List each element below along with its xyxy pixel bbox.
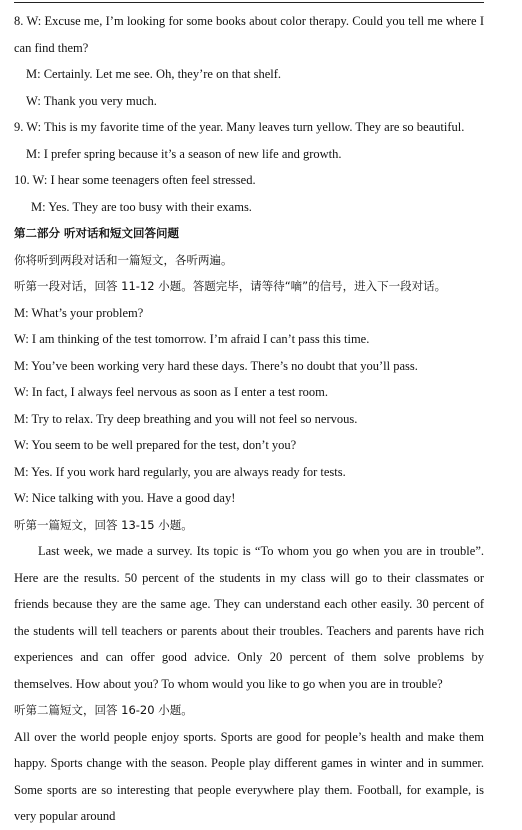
dialog-line-8: W: Nice talking with you. Have a good day! bbox=[14, 491, 236, 505]
q8-woman-reply: W: Thank you very much. bbox=[26, 93, 157, 108]
dialog-line-7: M: Yes. If you work hard regularly, you are always ready for tests. bbox=[14, 464, 346, 479]
top-rule bbox=[14, 2, 484, 3]
dialog-line-2: W: I am thinking of the test tomorrow. I’m afraid I can’t pass this time. bbox=[14, 332, 370, 346]
dialog-line-3: M: You’ve been working very hard these days. There’s no doubt that you’ll pass. bbox=[14, 358, 418, 373]
q8-woman-line: 8. W: Excuse me, I’m looking for some books about color therapy. Could you tell me where I can find them? bbox=[14, 14, 484, 55]
passage1-instructions: 听第一篇短文，回答 13-15 小题。 bbox=[14, 517, 193, 532]
dialog1-instructions: 听第一段对话，回答 11-12 小题。答题完毕，请等待“嘀”的信号，进入下一段对话。 bbox=[14, 279, 447, 293]
dialog-line-4: W: In fact, I always feel nervous as soon as I enter a test room. bbox=[14, 385, 329, 399]
q9-woman-line: 9. W: This is my favorite time of the year. Many leaves turn yellow. They are so beautiful. bbox=[14, 120, 465, 134]
q10-man-line: M: Yes. They are too busy with their exams. bbox=[31, 199, 252, 214]
q8-man-line: M: Certainly. Let me see. Oh, they’re on that shelf. bbox=[26, 67, 282, 81]
passage2-instructions: 听第二篇短文，回答 16-20 小题。 bbox=[14, 703, 193, 717]
part2-title: 第二部分 听对话和短文回答问题 bbox=[14, 226, 180, 240]
dialog-line-6: W: You seem to be well prepared for the test, don’t you? bbox=[14, 438, 297, 452]
passage2-text: All over the world people enjoy sports. Sports are good for people’s health and make them happy. Sports change with the season. People play different games in winter and in summer. Some sports are so interesting that people everywhere play them. Football, for example, is very popular around bbox=[14, 729, 484, 823]
part2-intro: 你将听到两段对话和一篇短文，各听两遍。 bbox=[14, 252, 233, 267]
passage1-text: Last week, we made a survey. Its topic is “To whom you go when you are in trouble”. Here are the results. 50 percent of the students in my class will go to their classmates or friends because they are the same age. They can understand each other easily. 30 percent of the students will tell teachers or parents about their troubles. Teachers and parents have rich experiences and can offer good advice. Only 20 percent of them solve problems by themselves. How about you? To whom would you like to go when you are in trouble? bbox=[14, 544, 484, 691]
dialog-line-1: M: What’s your problem? bbox=[14, 305, 144, 320]
document-body bbox=[14, 8, 484, 830]
q10-woman-line: 10. W: I hear some teenagers often feel stressed. bbox=[14, 173, 256, 187]
q9-man-line: M: I prefer spring because it’s a season of new life and growth. bbox=[26, 146, 342, 161]
dialog-line-5: M: Try to relax. Try deep breathing and you will not feel so nervous. bbox=[14, 411, 358, 426]
